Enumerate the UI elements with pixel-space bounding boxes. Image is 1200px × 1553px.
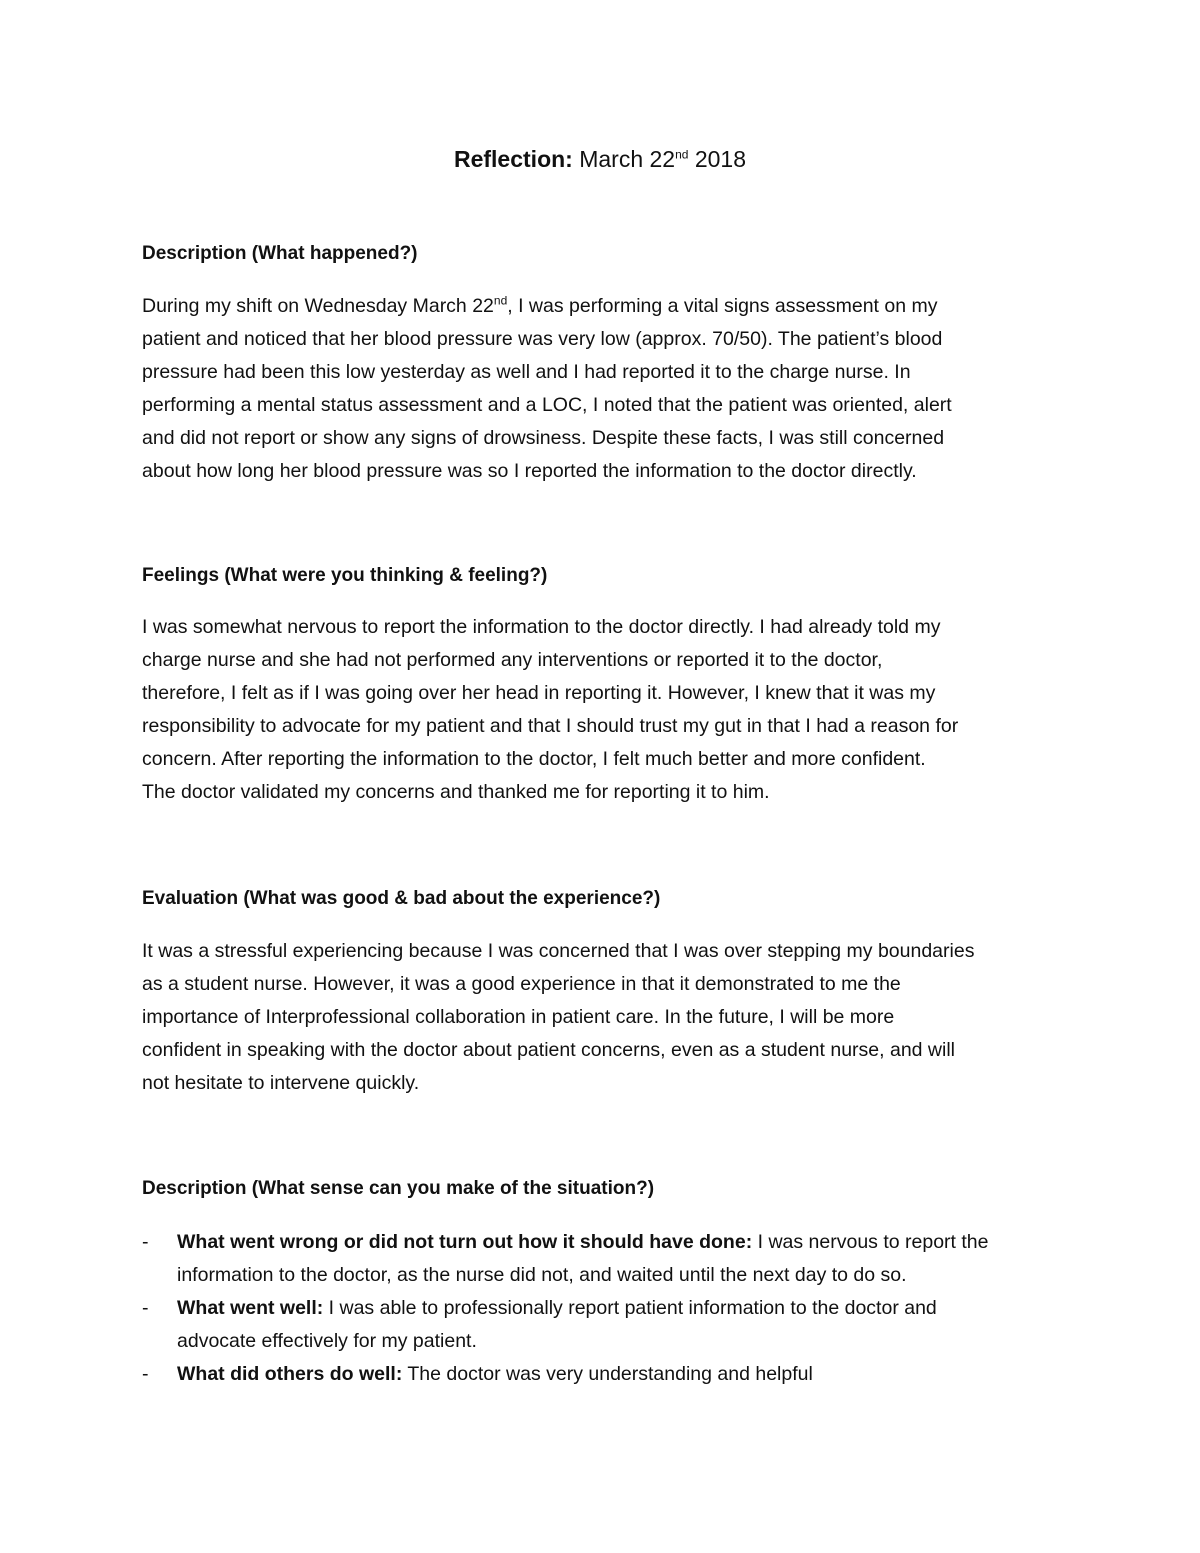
paragraph-line: patient and noticed that her blood pressure was very low (approx. 70/50). The patient’s blood: [142, 328, 943, 350]
feelings-paragraph: [142, 611, 1072, 809]
item-continuation: information to the doctor, as the nurse did not, and waited until the next day to do so.: [177, 1264, 907, 1286]
item-label: What went well:: [177, 1297, 324, 1319]
evaluation-heading: Evaluation (What was good & bad about the experience?): [142, 888, 661, 909]
paragraph-line: I was somewhat nervous to report the information to the doctor directly. I had already told my: [142, 616, 941, 638]
title-label: Reflection:: [453, 146, 573, 172]
paragraph-line: and did not report or show any signs of drowsiness. Despite these facts, I was still concerned: [142, 427, 945, 449]
item-label: What went wrong or did not turn out how it should have done:: [177, 1231, 753, 1253]
analysis-heading: Description (What sense can you make of the situation?): [142, 1178, 655, 1199]
paragraph-line: as a student nurse. However, it was a good experience in that it demonstrated to me the: [142, 973, 901, 995]
evaluation-paragraph: [142, 935, 1072, 1100]
feelings-heading: Feelings (What were you thinking & feeling?): [142, 565, 548, 586]
paragraph-line: It was a stressful experiencing because I was concerned that I was over stepping my boundaries: [142, 940, 975, 962]
analysis-list: [142, 1226, 1102, 1391]
item-text: I was able to professionally report patient information to the doctor and: [323, 1297, 937, 1319]
paragraph-line: concern. After reporting the information to the doctor, I felt much better and more confident.: [142, 748, 926, 770]
paragraph-line: responsibility to advocate for my patient and that I should trust my gut in that I had a reason for: [142, 715, 959, 737]
dash-bullet: -: [142, 1231, 149, 1253]
item-continuation: advocate effectively for my patient.: [177, 1330, 477, 1352]
paragraph-line: confident in speaking with the doctor about patient concerns, even as a student nurse, and will: [142, 1039, 956, 1061]
paragraph-line: about how long her blood pressure was so I reported the information to the doctor directly.: [142, 460, 917, 482]
paragraph-line: pressure had been this low yesterday as well and I had reported it to the charge nurse. In: [142, 361, 911, 383]
list-item: [142, 1358, 1102, 1391]
page-title: [0, 144, 1200, 174]
paragraph-line: The doctor validated my concerns and thanked me for reporting it to him.: [142, 781, 770, 803]
dash-bullet: -: [142, 1363, 149, 1385]
paragraph-line: therefore, I felt as if I was going over her head in reporting it. However, I knew that it was my: [142, 682, 936, 704]
item-label: What did others do well:: [177, 1363, 403, 1385]
list-item: [142, 1226, 1102, 1292]
description-heading: Description (What happened?): [142, 243, 418, 264]
list-item: [142, 1292, 1102, 1358]
paragraph-line: During my shift on Wednesday March 22nd, I was performing a vital signs assessment on my: [142, 293, 938, 317]
title-date: March 22nd 2018: [579, 146, 747, 172]
dash-bullet: -: [142, 1297, 149, 1319]
item-text: The doctor was very understanding and helpful: [402, 1363, 813, 1385]
description-paragraph: [142, 290, 1072, 488]
paragraph-line: importance of Interprofessional collaboration in patient care. In the future, I will be more: [142, 1006, 895, 1028]
paragraph-line: not hesitate to intervene quickly.: [142, 1072, 420, 1094]
paragraph-line: charge nurse and she had not performed any interventions or reported it to the doctor,: [142, 649, 883, 671]
paragraph-line: performing a mental status assessment and a LOC, I noted that the patient was oriented, alert: [142, 394, 952, 416]
item-text: I was nervous to report the: [752, 1231, 989, 1253]
